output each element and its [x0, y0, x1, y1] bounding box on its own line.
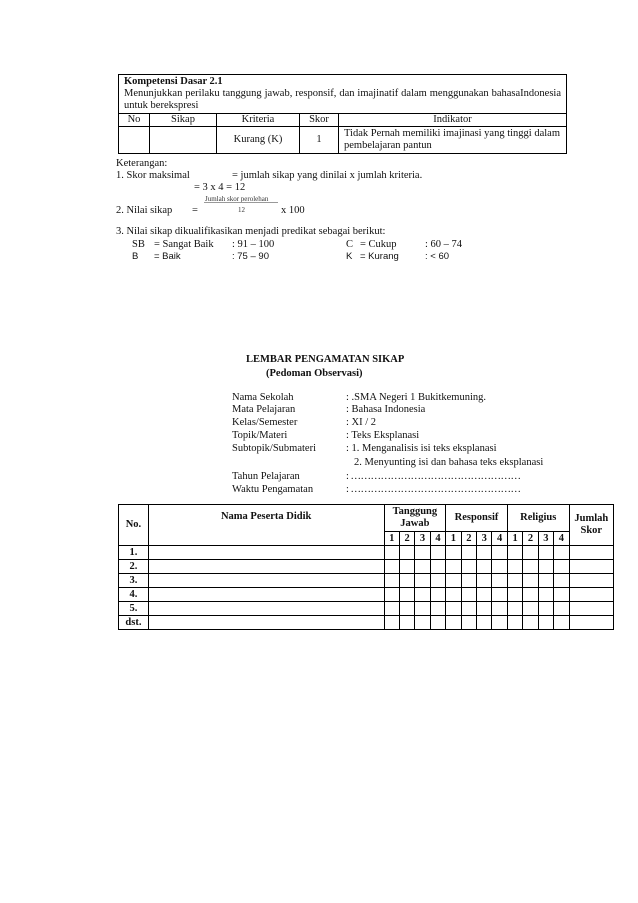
- score-cell: [507, 616, 522, 630]
- score-cell: [554, 588, 569, 602]
- field-value-topik: : Teks Eksplanasi: [346, 430, 420, 441]
- score-cell: [492, 546, 507, 560]
- field-value-subtopik-2: 2. Menyunting isi dan bahasa teks eksplanasi: [354, 457, 544, 468]
- kd-cell-sikap: [150, 127, 217, 154]
- kd-title: Kompetensi Dasar 2.1: [124, 76, 223, 87]
- skor-maksimal-formula: = jumlah sikap yang dinilai x jumlah kriteria.: [232, 170, 423, 181]
- score-cell: [446, 588, 461, 602]
- table-row: [119, 616, 614, 630]
- kd-header-indikator: Indikator: [339, 114, 567, 127]
- score-cell: [384, 574, 399, 588]
- field-label-kelas: Kelas/Semester: [232, 417, 298, 428]
- predikat-sb-name: = Sangat Baik: [154, 239, 214, 250]
- table-row: [119, 602, 614, 616]
- score-cell: [446, 602, 461, 616]
- score-cell: [523, 616, 538, 630]
- score-cell: [477, 560, 492, 574]
- field-value-tahun: : ……………………………………………: [346, 471, 521, 482]
- score-cell: [477, 616, 492, 630]
- score-cell: [523, 602, 538, 616]
- kd-cell-no: [119, 127, 150, 154]
- kd-header-kriteria: Kriteria: [217, 114, 300, 127]
- predikat-c-code: C: [346, 239, 354, 250]
- jumlah-skor-cell: [569, 588, 613, 602]
- score-cell: [461, 546, 476, 560]
- score-cell: [446, 560, 461, 574]
- score-cell: [430, 588, 445, 602]
- kd-header-no: No: [119, 114, 150, 127]
- score-cell: [415, 616, 430, 630]
- table-row: [119, 588, 614, 602]
- obs-header-tanggung-jawab: Tanggung Jawab: [384, 505, 446, 532]
- score-cell: [384, 588, 399, 602]
- field-value-waktu: : ……………………………………………: [346, 484, 521, 495]
- kd-header-skor: Skor: [300, 114, 339, 127]
- obs-sub-tj-2: 2: [399, 532, 414, 546]
- obs-header-nama: Nama Peserta Didik: [148, 505, 384, 546]
- score-cell: [492, 616, 507, 630]
- field-value-kelas: : XI / 2: [346, 417, 377, 428]
- field-label-sekolah: Nama Sekolah: [232, 392, 294, 403]
- score-cell: [399, 588, 414, 602]
- score-cell: [415, 546, 430, 560]
- student-name-cell: [148, 588, 384, 602]
- score-cell: [507, 560, 522, 574]
- score-cell: [384, 546, 399, 560]
- predikat-b-range: : 75 – 90: [232, 251, 269, 262]
- jumlah-skor-cell: [569, 616, 613, 630]
- student-name-cell: [148, 574, 384, 588]
- field-value-subtopik: : 1. Menganalisis isi teks eksplanasi: [346, 443, 497, 454]
- obs-sub-tj-3: 3: [415, 532, 430, 546]
- predikat-k-name: = Kurang: [360, 251, 399, 262]
- kompetensi-dasar-table: [118, 74, 567, 154]
- score-cell: [538, 546, 553, 560]
- score-cell: [399, 546, 414, 560]
- nilai-sikap-label: 2. Nilai sikap: [116, 205, 173, 216]
- score-cell: [446, 574, 461, 588]
- jumlah-skor-cell: [569, 560, 613, 574]
- score-cell: [461, 574, 476, 588]
- fraction-denominator: 12: [238, 206, 245, 214]
- score-cell: [477, 602, 492, 616]
- obs-sub-rel-2: 2: [523, 532, 538, 546]
- score-cell: [554, 560, 569, 574]
- score-cell: [399, 602, 414, 616]
- score-cell: [538, 560, 553, 574]
- row-number: 4.: [119, 588, 149, 602]
- fraction-numerator: Jumlah skor perolehan: [205, 195, 269, 203]
- score-cell: [507, 602, 522, 616]
- score-cell: [384, 602, 399, 616]
- score-cell: [430, 602, 445, 616]
- obs-sub-resp-2: 2: [461, 532, 476, 546]
- skor-maksimal-label: 1. Skor maksimal: [116, 170, 190, 181]
- score-cell: [430, 616, 445, 630]
- predikat-sb-range: : 91 – 100: [232, 239, 275, 250]
- row-number: 5.: [119, 602, 149, 616]
- table-row: [119, 560, 614, 574]
- kd-cell-skor: 1: [300, 127, 339, 154]
- field-label-topik: Topik/Materi: [232, 430, 288, 441]
- score-cell: [538, 574, 553, 588]
- kd-header-sikap: Sikap: [150, 114, 217, 127]
- nilai-sikap-eq: =: [192, 205, 198, 216]
- predikat-sb-code: SB: [132, 239, 145, 250]
- predikat-c-range: : 60 – 74: [425, 239, 463, 250]
- predikat-intro: 3. Nilai sikap dikualifikasikan menjadi predikat sebagai berikut:: [116, 226, 386, 237]
- score-cell: [492, 574, 507, 588]
- predikat-c-name: = Cukup: [360, 239, 397, 250]
- obs-header-religius: Religius: [507, 505, 569, 532]
- obs-header-responsif: Responsif: [446, 505, 508, 532]
- score-cell: [430, 574, 445, 588]
- kd-content-cell: [119, 75, 567, 114]
- predikat-b-code: B: [132, 251, 139, 262]
- row-number: 2.: [119, 560, 149, 574]
- score-cell: [399, 560, 414, 574]
- student-name-cell: [148, 560, 384, 574]
- score-cell: [523, 588, 538, 602]
- observation-table: [118, 504, 614, 630]
- field-value-sekolah: : .SMA Negeri 1 Bukitkemuning.: [346, 392, 486, 403]
- score-cell: [523, 546, 538, 560]
- score-cell: [538, 588, 553, 602]
- score-cell: [507, 546, 522, 560]
- keterangan-label: Keterangan:: [116, 158, 168, 169]
- obs-sub-tj-4: 4: [430, 532, 445, 546]
- score-cell: [477, 546, 492, 560]
- score-cell: [415, 588, 430, 602]
- score-cell: [446, 616, 461, 630]
- field-label-mapel: Mata Pelajaran: [232, 404, 296, 415]
- predikat-k-range: : < 60: [425, 251, 450, 262]
- score-cell: [538, 616, 553, 630]
- score-cell: [507, 574, 522, 588]
- row-number: dst.: [119, 616, 149, 630]
- table-row: [119, 546, 614, 560]
- obs-header-no: No.: [119, 505, 149, 546]
- score-cell: [461, 616, 476, 630]
- skor-maksimal-calc: = 3 x 4 = 12: [194, 182, 246, 193]
- obs-header-jumlah-skor: Jumlah Skor: [569, 505, 613, 546]
- score-cell: [415, 560, 430, 574]
- obs-sub-resp-3: 3: [477, 532, 492, 546]
- score-cell: [477, 588, 492, 602]
- row-number: 1.: [119, 546, 149, 560]
- obs-sub-resp-4: 4: [492, 532, 507, 546]
- predikat-k-code: K: [346, 251, 353, 262]
- student-name-cell: [148, 616, 384, 630]
- score-cell: [415, 602, 430, 616]
- score-cell: [461, 560, 476, 574]
- score-cell: [523, 560, 538, 574]
- jumlah-skor-cell: [569, 574, 613, 588]
- row-number: 3.: [119, 574, 149, 588]
- table-row: [119, 574, 614, 588]
- score-cell: [384, 560, 399, 574]
- obs-sub-rel-3: 3: [538, 532, 553, 546]
- score-cell: [554, 602, 569, 616]
- obs-sub-tj-1: 1: [384, 532, 399, 546]
- jumlah-skor-cell: [569, 602, 613, 616]
- kd-cell-indikator: Tidak Pernah memiliki imajinasi yang tinggi dalam pembelajaran pantun: [339, 127, 567, 154]
- score-cell: [446, 546, 461, 560]
- lembar-subtitle: (Pedoman Observasi): [266, 368, 363, 379]
- observation-table-body: [119, 546, 614, 630]
- obs-sub-resp-1: 1: [446, 532, 461, 546]
- score-cell: [554, 546, 569, 560]
- score-cell: [477, 574, 492, 588]
- kd-description: Menunjukkan perilaku tanggung jawab, responsif, dan imajinatif dalam menggunakan bahasaIndonesia untuk berekspresi: [124, 88, 561, 111]
- obs-sub-rel-4: 4: [554, 532, 569, 546]
- field-label-subtopik: Subtopik/Submateri: [232, 443, 316, 454]
- kd-cell-kriteria: Kurang (K): [217, 127, 300, 154]
- score-cell: [492, 560, 507, 574]
- lembar-title: LEMBAR PENGAMATAN SIKAP: [246, 354, 405, 365]
- score-cell: [384, 616, 399, 630]
- predikat-b-name: = Baik: [154, 251, 181, 262]
- score-cell: [507, 588, 522, 602]
- score-cell: [430, 560, 445, 574]
- score-cell: [430, 546, 445, 560]
- jumlah-skor-cell: [569, 546, 613, 560]
- score-cell: [523, 574, 538, 588]
- field-value-mapel: : Bahasa Indonesia: [346, 404, 426, 415]
- field-label-tahun: Tahun Pelajaran: [232, 471, 300, 482]
- score-cell: [554, 616, 569, 630]
- score-cell: [538, 602, 553, 616]
- score-cell: [461, 602, 476, 616]
- field-label-waktu: Waktu Pengamatan: [232, 484, 314, 495]
- nilai-sikap-multiplier: x 100: [281, 205, 305, 216]
- score-cell: [399, 574, 414, 588]
- score-cell: [492, 588, 507, 602]
- fraction-bar: [204, 202, 278, 203]
- score-cell: [492, 602, 507, 616]
- score-cell: [554, 574, 569, 588]
- score-cell: [399, 616, 414, 630]
- student-name-cell: [148, 602, 384, 616]
- score-cell: [461, 588, 476, 602]
- student-name-cell: [148, 546, 384, 560]
- obs-sub-rel-1: 1: [507, 532, 522, 546]
- score-cell: [415, 574, 430, 588]
